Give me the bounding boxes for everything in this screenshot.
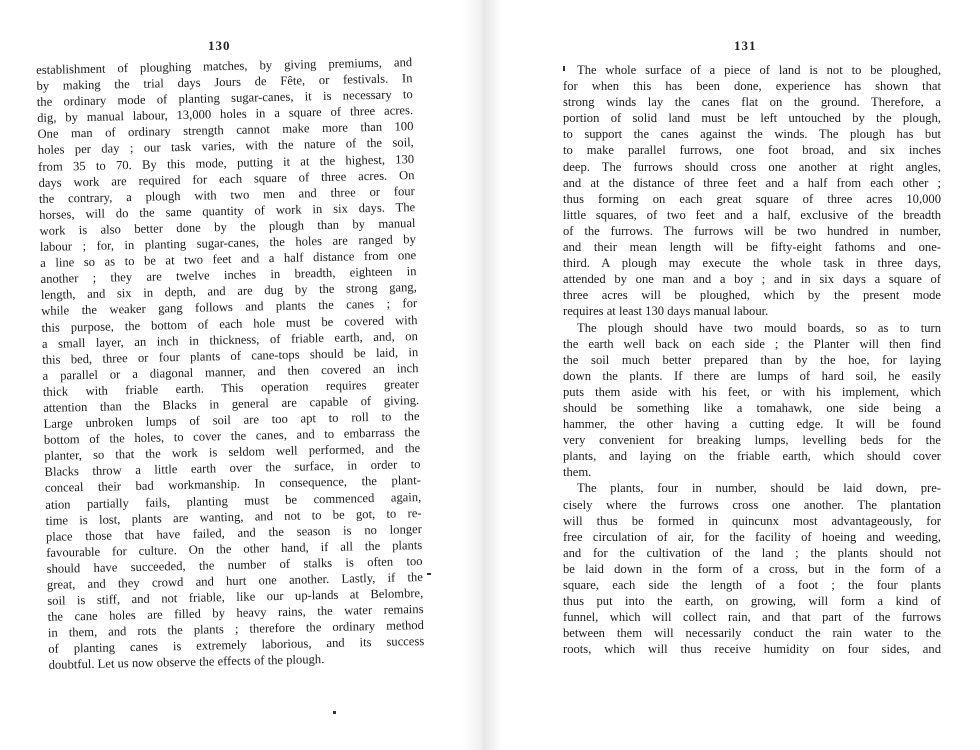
text-line: third. A plough may execute the whole task in three days, (563, 256, 941, 271)
text-line: portion of solid land must be left untouched by the plough, (563, 111, 941, 126)
text-line: in them, and rots the plants ; therefore the ordinary method (47, 618, 425, 641)
text-line: place those that have failed, and the season is no longer (45, 521, 423, 544)
text-line: favourable for culture. On the other hand, if all the plants (46, 537, 423, 560)
text-line: bottom of the holes, to cover the canes, and to embarrass the (43, 425, 420, 448)
text-line: of the furrows. The furrows will be two hundred in number, (563, 223, 941, 238)
text-line: for when this has been done, experience has shown that (563, 79, 941, 94)
text-line: between them will necessarily conduct the rain water to the (563, 626, 941, 641)
text-line: length, and six in depth, and are dug by the strong gang, (40, 280, 417, 303)
text-line: establishment of ploughing matches, by giving premiums, and (36, 55, 413, 77)
text-line: The whole surface of a piece of land is not to be ploughed, (577, 63, 941, 77)
text-line: One man of ordinary strength cannot make more than 100 (37, 119, 414, 142)
text-line: conceal their bad workmanship. In consequence, the plant- (44, 473, 421, 496)
text-line: Blacks throw a little earth over the surface, in order to (44, 457, 421, 480)
ink-speck (333, 711, 336, 714)
ink-speck (427, 573, 431, 575)
text-line: a small layer, an inch in thickness, of friable earth, and, on (41, 328, 418, 351)
text-line: to support the canes against the winds. The plough has but (563, 127, 941, 142)
text-line: a parallel or a diagonal manner, and then covered an inch (42, 360, 419, 383)
text-line: little squares, of two feet and a half, exclusive of the breadth (563, 207, 941, 222)
text-line: the soil much better prepared than by the hoe, for laying (563, 352, 941, 367)
text-line: great, and they crowd and hurt one another. Lastly, if the (46, 570, 424, 592)
text-line: square, each side the length of a foot ; the four plants (563, 578, 941, 592)
text-line: and for the cultivation of the land ; the plants should not (563, 545, 941, 560)
text-line: and at the distance of three feet and a half from each other ; (563, 175, 941, 190)
text-line: very convenient for breaking lumps, levelling beds for the (563, 433, 941, 448)
text-line: this bed, three or four plants of cane-tops should be laid, in (42, 344, 419, 367)
right-page-text (563, 62, 941, 657)
text-line: thick with friable earth. This operation requires greater (42, 376, 419, 399)
text-line: should be something like a tomahawk, one side being a (563, 400, 941, 415)
text-line: strong winds lay the canes flat on the ground. Therefore, a (563, 95, 941, 110)
text-line: time is lost, plants are wanting, and not to be got, to re- (45, 505, 422, 528)
text-line: funnel, which will collect rain, and that part of the furrows (563, 610, 941, 625)
text-line: another ; they are twelve inches in breadth, eighteen in (40, 264, 417, 287)
text-line: doubtful. Let us now observe the effects of the plough. (48, 652, 325, 673)
text-line: roots, which will thus receive humidity on four sides, and (563, 642, 941, 657)
text-line: work is also better done by the plough than by manual (39, 216, 416, 238)
text-line: attention than the Blacks in general are capable of giving. (43, 393, 420, 415)
text-line: days work are required for each square of three acres. On (38, 167, 415, 190)
text-line: while the weaker gang follows and plants the canes ; for (41, 296, 418, 319)
text-line: three acres will be ploughed, which by the present mode (563, 288, 941, 303)
left-page-text (36, 54, 425, 673)
text-line: puts them aside with his feet, or with his implement, which (563, 384, 941, 399)
text-line: plants, and laying on the friable earth, which should cover (563, 449, 941, 464)
text-line: of planting canes is extremely laborious, and its success (48, 634, 425, 657)
text-line: the contrary, a plough with two men and three or four (38, 183, 415, 206)
ink-speck (563, 66, 565, 71)
text-line: the earth well back on each side ; the Planter will then find (563, 336, 941, 351)
left-page (0, 0, 470, 750)
text-line: requires at least 130 days manual labour. (563, 304, 769, 319)
page-number: 130 (208, 38, 231, 53)
text-line: deep. The furrows should cross one another at right angles, (563, 159, 941, 174)
text-line: to make parallel furrows, one foot broad, and six inches (563, 143, 941, 158)
text-line: and their mean length will be fifty-eight fathoms and one- (563, 240, 941, 255)
text-line: hammer, the other having a cutting edge. It will be found (563, 417, 941, 432)
text-line: by making the trial days Jours de Fête, or festivals. In (36, 71, 413, 94)
text-line: dig, by manual labour, 13,000 holes in a square of three acres. (37, 103, 414, 126)
text-line: planter, so that the work is seldom well performed, and the (44, 441, 421, 464)
right-page (490, 0, 980, 750)
text-line: a line so as to be at two feet and a half distance from one (40, 248, 417, 271)
text-line: The plough should have two mould boards, so as to turn (577, 320, 941, 335)
text-line: them. (563, 465, 592, 480)
text-line: attended by one man and a boy ; and in six days a square of (563, 272, 941, 287)
text-line: free circulation of air, for the facility of hoeing and weeding, (563, 529, 941, 544)
text-line: thus put into the earth, on growing, will form a kind of (563, 594, 941, 609)
page-number: 131 (734, 38, 757, 53)
text-line: holes per day ; our task varies, with the nature of the soil, (37, 135, 414, 158)
text-line: cisely where the furrows cross one another. The plantation (563, 497, 941, 512)
text-line: ation partially fails, planting must be commenced again, (45, 489, 422, 512)
text-line: the cane holes are filled by heavy rains, the water remains (47, 602, 424, 625)
text-line: from 35 to 70. By this mode, putting it at the highest, 130 (38, 151, 415, 174)
text-line: Large unbroken lumps of soil are too apt to roll to the (43, 409, 420, 431)
text-line: this purpose, the bottom of each hole must be covered with (41, 312, 418, 335)
text-line: labour ; for, in planting sugar-canes, the holes are ranged by (39, 232, 416, 254)
text-line: will thus be formed in quincunx most advantageously, for (563, 513, 941, 528)
text-line: The plants, four in number, should be laid down, pre- (577, 481, 941, 496)
text-line: down the plants. If there are lumps of hard soil, he easily (563, 368, 941, 383)
text-line: be laid down in the form of a cross, but in the form of a (563, 561, 941, 576)
text-line: soil is stiff, and not friable, like our up-lands at Belombre, (47, 586, 424, 608)
text-line: thus forming on each great square of three acres 10,000 (563, 191, 941, 206)
text-line: should have succeeded, the number of stalks is often too (46, 553, 423, 576)
text-line: the ordinary mode of planting sugar-canes, it is necessary to (36, 87, 413, 110)
text-line: horses, will do the same quantity of work in six days. The (39, 199, 416, 222)
